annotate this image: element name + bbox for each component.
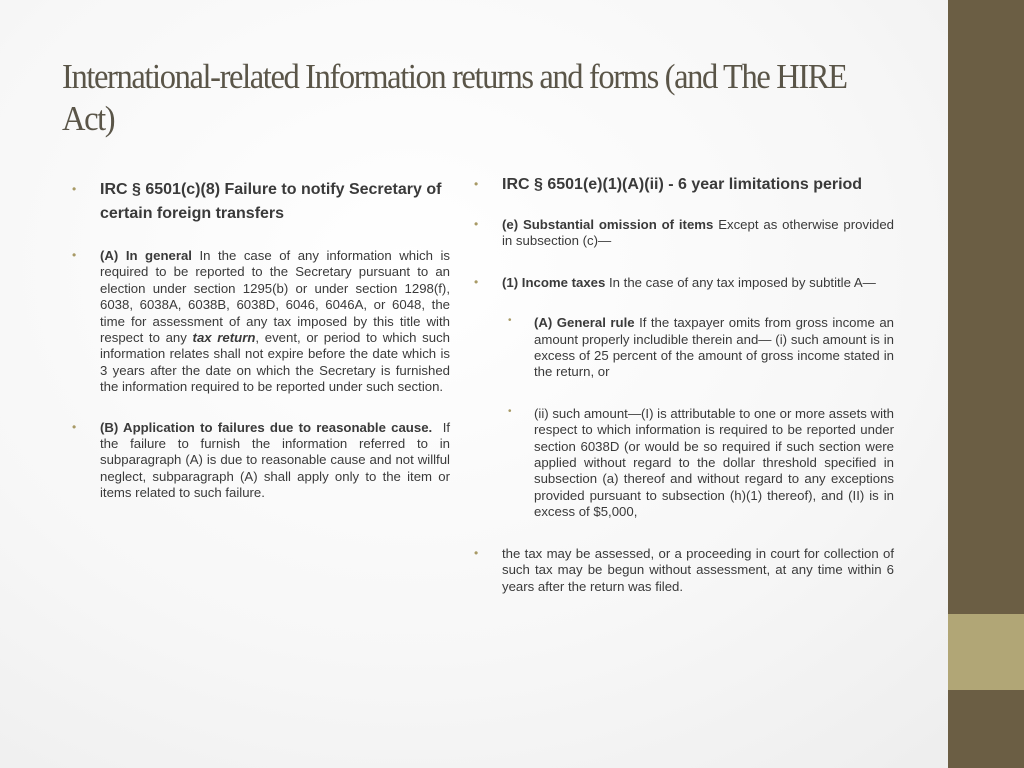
income-taxes-text	[502, 275, 894, 291]
in-general-text	[100, 248, 450, 396]
bullet-icon: •	[474, 177, 479, 191]
tax-return-emphasis: tax return	[192, 330, 256, 346]
income-taxes-body: In the case of any tax imposed by subtitle A—	[609, 274, 876, 290]
slide-title: International-related Information returns and forms (and The HIRE Act)	[62, 57, 847, 138]
in-general-body: In the case of any information which is required to be reported to the Secretary pursuant to an election under section 1295(b) or under section 1298(f), 6038, 6038A, 6038B, 6038D, 6046, 6046A, or 6048, the time for assessment of any tax imposed by this title with respect to any	[100, 248, 450, 346]
reasonable-cause-label: (B) Application to failures due to reasonable cause.	[100, 419, 433, 435]
list-item	[72, 248, 450, 396]
list-item	[72, 420, 450, 502]
bullet-icon: •	[474, 274, 479, 289]
bullet-icon: •	[508, 405, 512, 417]
side-accent-block	[948, 614, 1024, 690]
list-item	[474, 217, 894, 250]
bullet-icon: •	[508, 315, 512, 327]
list-item	[474, 315, 894, 381]
reasonable-cause-text	[100, 420, 450, 502]
left-heading: IRC § 6501(c)(8) Failure to notify Secretary of certain foreign transfers	[100, 181, 442, 222]
right-heading-item	[474, 175, 894, 195]
left-heading-item	[72, 178, 450, 226]
list-item	[474, 406, 894, 521]
right-column	[474, 175, 894, 595]
bullet-icon: •	[72, 419, 77, 434]
right-heading: IRC § 6501(e)(1)(A)(ii) - 6 year limitations period	[502, 176, 863, 193]
left-column	[72, 178, 450, 502]
substantial-omission-label: (e) Substantial omission of items	[502, 217, 714, 232]
reasonable-cause-body: If the failure to furnish the information referred to in subparagraph (A) is due to reasonable cause and not willful neglect, subparagraph (A) shall apply only to the item or items related to such failure.	[100, 419, 451, 501]
substantial-omission-body: Except as otherwise provided in subsection (c)—	[502, 217, 894, 249]
list-item	[474, 275, 894, 291]
in-general-body-end: , event, or period to which such information relates shall not expire before the date which is 3 years after the date on which the Secretary is furnished the information required to be reported under such section.	[100, 330, 450, 395]
subclause-ii-text: (ii) such amount—(I) is attributable to one or more assets with respect to which information is required to be reported under section 6038D (or would be so required if such section were applied without regard to the dollar threshold specified in subsection (a) thereof and without regard to any exceptions provided pursuant to subsection (h)(1) thereof), and (II) is in excess of $5,000,	[534, 405, 894, 520]
income-taxes-label: (1) Income taxes	[502, 274, 606, 290]
general-rule-text	[534, 315, 894, 381]
bullet-icon: •	[72, 248, 77, 262]
general-rule-body: If the taxpayer omits from gross income an amount properly includible therein and— (i) such amount is in excess of 25 percent of the amount of gross income stated in the return, or	[534, 315, 894, 380]
bullet-icon: •	[72, 182, 77, 196]
in-general-label: (A) In general	[100, 248, 192, 263]
assessment-text: the tax may be assessed, or a proceeding in court for collection of such tax may be begun without assessment, at any time within 6 years after the return was filed.	[502, 545, 894, 594]
bullet-icon: •	[474, 545, 479, 560]
list-item	[474, 546, 894, 595]
substantial-omission-text	[502, 217, 894, 250]
general-rule-label: (A) General rule	[534, 315, 635, 331]
bullet-icon: •	[474, 217, 479, 231]
